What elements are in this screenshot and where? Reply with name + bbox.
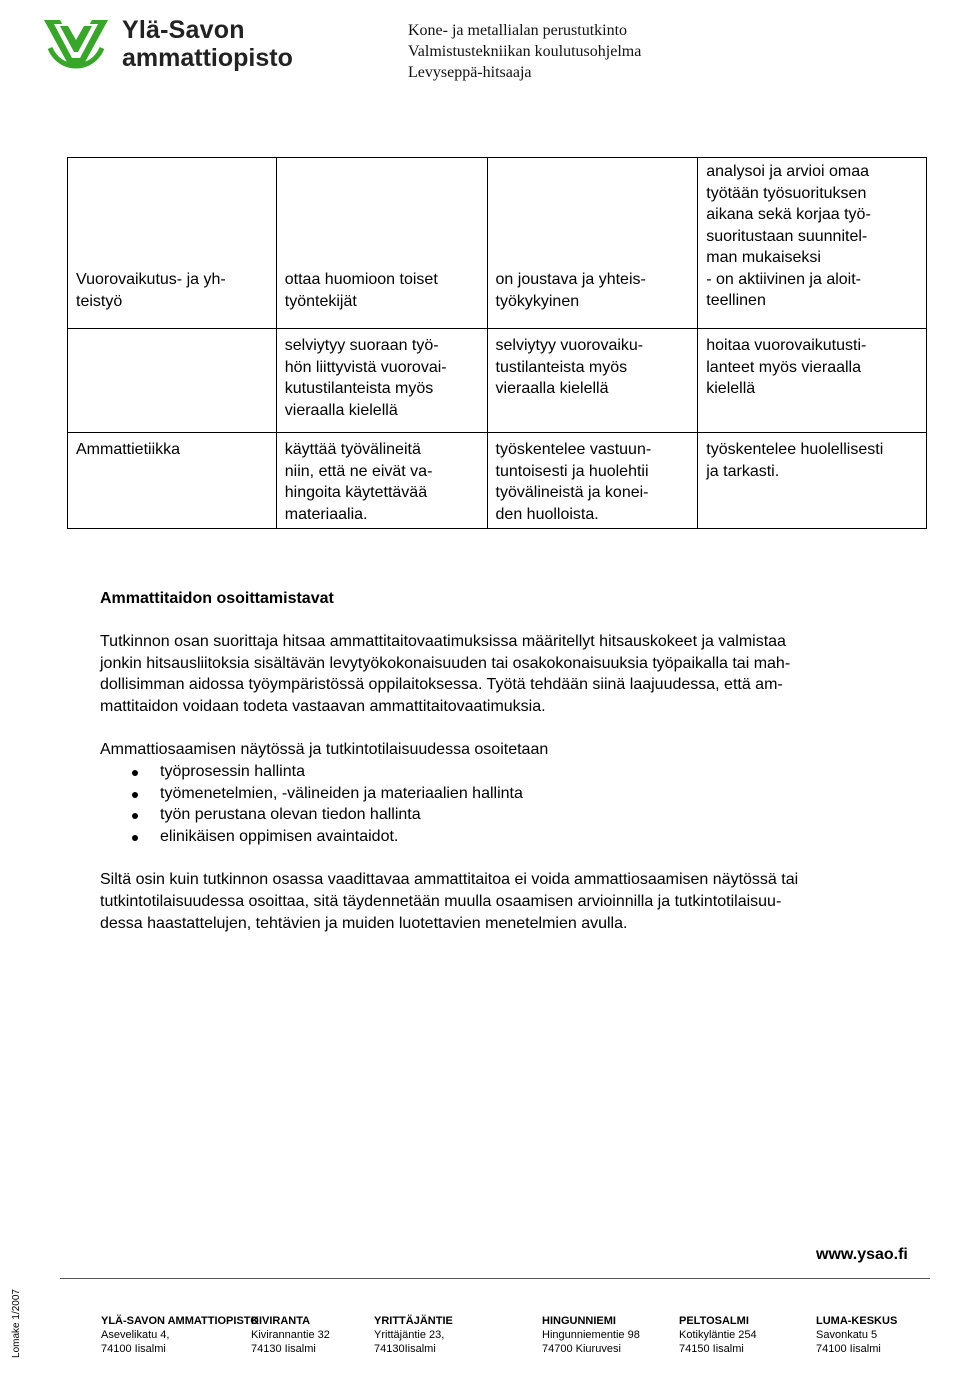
table-row xyxy=(68,329,927,433)
list-item xyxy=(100,804,920,826)
footer-address-block xyxy=(251,1314,330,1356)
list-item-text: työn perustana olevan tiedon hallinta xyxy=(160,806,421,824)
footer-campus-name: YLÄ-SAVON AMMATTIOPISTO xyxy=(101,1315,259,1327)
form-code-text: Lomake 1/2007 xyxy=(10,1289,22,1358)
cell-text: työskentelee vastuun- tuntoisesti ja huolehtii työvälineistä ja konei- den huolloista. xyxy=(495,441,652,523)
footer-street: Hingunniementie 98 xyxy=(542,1329,640,1341)
footer-street: Kotikyläntie 254 xyxy=(679,1329,757,1341)
header-program: Valmistustekniikan koulutusohjelma xyxy=(408,43,642,60)
footer-city: 74700 Kiuruvesi xyxy=(542,1343,621,1355)
footer-divider xyxy=(60,1278,930,1279)
cell-text: käyttää työvälineitä niin, että ne eivät va- hingoita käytettävää materiaalia. xyxy=(284,441,433,523)
footer-campus-name: PELTOSALMI xyxy=(679,1315,749,1327)
footer-campus-name: KIVIRANTA xyxy=(251,1315,311,1327)
bullet-icon xyxy=(132,792,138,798)
table-cell xyxy=(698,158,927,329)
footer-address-block xyxy=(374,1314,453,1356)
bullet-list xyxy=(100,761,920,848)
cell-text: selviytyy suoraan työ- hön liittyvistä vuorovai- kutustilanteista myös vieraalla kielellä xyxy=(284,337,447,419)
paragraph: Ammattiosaamisen näytössä ja tutkintotilaisuudessa osoitetaan xyxy=(100,740,549,758)
assessment-table xyxy=(67,157,927,529)
footer-city: 74130 Iisalmi xyxy=(251,1343,316,1355)
footer-city: 74150 Iisalmi xyxy=(679,1343,744,1355)
table-cell xyxy=(276,433,487,529)
cell-text: hoitaa vuorovaikutusti- lanteet myös vieraalla kielellä xyxy=(706,337,867,397)
list-item-text: elinikäisen oppimisen avaintaidot. xyxy=(160,828,399,846)
footer-address-block xyxy=(679,1314,757,1356)
table-cell xyxy=(68,329,277,433)
table-cell xyxy=(487,158,698,329)
table-row xyxy=(68,433,927,529)
section-title: Ammattitaidon osoittamistavat xyxy=(100,590,334,607)
table-cell xyxy=(276,158,487,329)
form-code xyxy=(8,1290,28,1362)
footer-street: Kivirannantie 32 xyxy=(251,1329,330,1341)
list-item xyxy=(100,826,920,848)
footer-address-block xyxy=(101,1314,259,1356)
footer-street: Asevelikatu 4, xyxy=(101,1329,170,1341)
table-cell xyxy=(68,433,277,529)
footer-street: Savonkatu 5 xyxy=(816,1329,878,1341)
table-cell xyxy=(698,329,927,433)
list-item xyxy=(100,761,920,783)
footer-city: 74100 Iisalmi xyxy=(101,1343,166,1355)
cell-text: työskentelee huolellisesti ja tarkasti. xyxy=(706,441,884,480)
table-cell xyxy=(487,329,698,433)
paragraph: Siltä osin kuin tutkinnon osassa vaadittavaa ammattitaitoa ei voida ammattiosaamisen näytössä tai tutkintotilaisuudessa osoittaa, sitä täydennetään muulla osaamisen arvioinnilla ja tutkintotilaisuu- dessa haastattelujen, tehtävien ja muiden luotettavien menetelmien avulla. xyxy=(100,870,799,932)
cell-text: Vuorovaikutus- ja yh- teistyö xyxy=(76,271,226,310)
bullet-icon xyxy=(132,813,138,819)
table-cell xyxy=(487,433,698,529)
cell-text: on joustava ja yhteis- työkykyinen xyxy=(495,271,646,310)
footer-campus-name: YRITTÄJÄNTIE xyxy=(374,1315,453,1327)
cell-text: analysoi ja arvioi omaa työtään työsuorituksen aikana sekä korjaa työ- suoritustaan suunnitel- man mukaiseksi - on aktiivinen ja aloit- teellinen xyxy=(706,163,871,309)
footer-address-block xyxy=(816,1314,897,1356)
header-qualification: Levyseppä-hitsaaja xyxy=(408,64,532,81)
cell-text: ottaa huomioon toiset työntekijät xyxy=(284,271,438,310)
table-row xyxy=(68,158,927,329)
footer-campus-name: HINGUNNIEMI xyxy=(542,1315,616,1327)
footer-street: Yrittäjäntie 23, xyxy=(374,1329,445,1341)
cell-text: selviytyy vuorovaiku- tustilanteista myös vieraalla kielellä xyxy=(495,337,644,397)
bullet-icon xyxy=(132,770,138,776)
logo-text-line1: Ylä-Savon xyxy=(122,16,245,44)
list-item-text: työmenetelmien, -välineiden ja materiaalien hallinta xyxy=(160,784,523,802)
paragraph: Tutkinnon osan suorittaja hitsaa ammattitaitovaatimuksissa määritellyt hitsauskokeet ja valmistaa jonkin hitsausliitoksia sisältävän levytyökokonaisuuden tai osakokonaisuuksia työpaikalla tai mah- dollisimman aidossa työympäristössä oppilaitoksessa. Työtä tehdään siinä laajuudessa, että am- mattitaidon voidaan todeta vastaavan ammattitaitovaatimuksia. xyxy=(100,632,791,716)
header-degree: Kone- ja metallialan perustutkinto xyxy=(408,22,628,39)
table-cell xyxy=(276,329,487,433)
list-item-text: työprosessin hallinta xyxy=(160,762,305,780)
website-link[interactable]: www.ysao.fi xyxy=(816,1246,908,1263)
document-header xyxy=(408,20,641,83)
bullet-icon xyxy=(132,835,138,841)
footer-city: 74130Iisalmi xyxy=(374,1343,436,1355)
logo-mark-icon xyxy=(40,14,112,72)
logo-text-line2: ammattiopisto xyxy=(122,44,293,72)
demonstration-section xyxy=(100,588,920,955)
school-logo xyxy=(40,12,300,76)
footer-address-block xyxy=(542,1314,640,1356)
cell-text: Ammattietiikka xyxy=(76,441,181,458)
list-item xyxy=(100,783,920,805)
footer-city: 74100 Iisalmi xyxy=(816,1343,881,1355)
footer-campus-name: LUMA-KESKUS xyxy=(816,1315,898,1327)
table-cell xyxy=(698,433,927,529)
table-cell xyxy=(68,158,277,329)
